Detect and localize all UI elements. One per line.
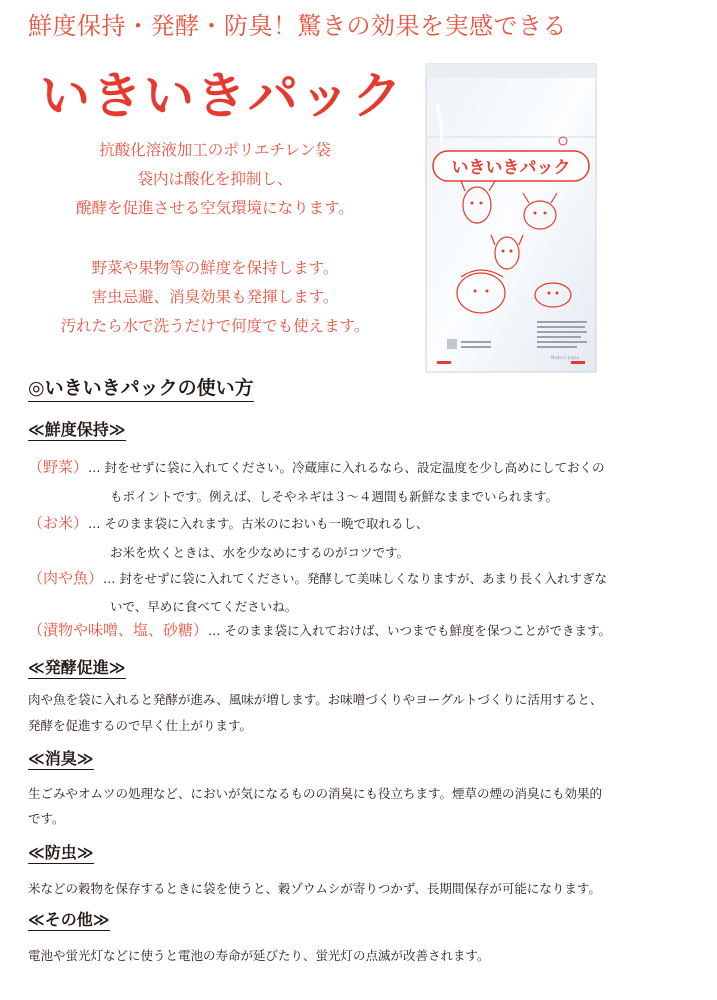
freshness-item-rice (28, 515, 429, 532)
intro-line: 害虫忌避、消臭効果も発揮します。 (91, 288, 339, 306)
intro-line: 汚れたら水で洗うだけで何度でも使えます。 (60, 317, 370, 335)
item-continuation: もポイントです。例えば、しそやネギは３～４週間も新鮮なままでいられます。 (110, 489, 559, 504)
deodorize-text-line: 生ごみやオムツの処理など、においが気になるものの消臭にも役立ちます。煙草の煙の消臭にも効果的 (28, 786, 603, 801)
insect-heading: ≪防虫≫ (28, 840, 94, 864)
bag-label: いきいきパック (451, 158, 571, 178)
item-label: （漬物や味噌、塩、砂糖） (28, 621, 209, 639)
fermentation-heading: ≪発酵促進≫ (28, 655, 126, 679)
bag-fine-print: Made in Japan (550, 355, 580, 360)
product-title: いきいきパック (40, 67, 404, 125)
other-heading: ≪その他≫ (28, 907, 110, 931)
header-tagline: 鮮度保持・発酵・防臭！驚きの効果を実感できる (28, 12, 567, 40)
intro-line: 抗酸化溶液加工のポリエチレン袋 (99, 141, 331, 159)
fermentation-text-line: 発酵を促進するので早く仕上がります。 (28, 718, 253, 733)
intro-line: 醗酵を促進させる空気環境になります。 (76, 199, 354, 217)
item-text: … そのまま袋に入れておけば、いつまでも鮮度を保つことができます。 (208, 623, 611, 638)
usage-title: ◎いきいきパックの使い方 (28, 373, 254, 402)
item-label: （野菜） (28, 458, 89, 476)
intro-line: 袋内は酸化を抑制し、 (137, 170, 293, 188)
item-label: （お米） (28, 514, 89, 532)
intro-line: 野菜や果物等の鮮度を保持します。 (91, 259, 339, 277)
freshness-heading: ≪鮮度保持≫ (28, 417, 126, 441)
item-text: … 封をせずに袋に入れてください。発酵して美味しくなりますが、あまり長く入れすぎな (103, 571, 607, 586)
item-continuation: いで、早めに食べてくださいね。 (110, 599, 298, 614)
item-label: （肉や魚） (28, 569, 104, 587)
deodorize-heading: ≪消臭≫ (28, 746, 94, 770)
item-continuation: お米を炊くときは、水を少なめにするのがコツです。 (110, 545, 410, 560)
fermentation-text-line: 肉や魚を袋に入れると発酵が進み、風味が増します。お味噌づくりやヨーグルトづくりに活用すると、 (28, 692, 603, 707)
product-bag-image (425, 63, 597, 373)
insect-text-line: 米などの穀物を保存するときに袋を使うと、穀ゾウムシが寄りつかず、長期間保存が可能になります。 (28, 881, 601, 896)
intro-block-2 (20, 254, 410, 341)
other-text-line: 電池や蛍光灯などに使うと電池の寿命が延びたり、蛍光灯の点滅が改善されます。 (28, 948, 490, 963)
freshness-item-pickles (28, 622, 611, 639)
deodorize-text-line: です。 (28, 811, 65, 826)
item-text: … 封をせずに袋に入れてください。冷蔵庫に入れるなら、設定温度を少し高めにしておくの (88, 460, 605, 475)
intro-block-1 (20, 136, 410, 223)
freshness-item-vegetables (28, 459, 605, 476)
item-text: … そのまま袋に入れます。古米のにおいも一晩で取れるし、 (88, 516, 429, 531)
freshness-item-meat-fish (28, 570, 607, 587)
